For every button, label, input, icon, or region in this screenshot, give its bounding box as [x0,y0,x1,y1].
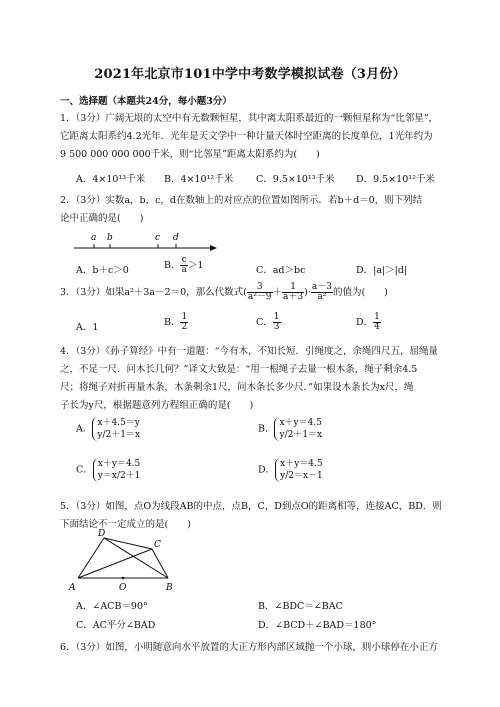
q3-fraction-1 [247,283,273,302]
fraction-denominator: a [181,265,187,275]
q1-line-2: 它距离太阳系约4.2光年．光年是天文学中一种计量天体时空距离的长度单位，1光年约为 [60,131,433,142]
q5-option-d: D．∠BCD＋∠BAD＝180° [258,620,377,631]
q4-option-b-label: B． [258,423,275,435]
equation-system [274,417,322,441]
q4-line-2: 之，不足一尺．问木长几何？”译文大致是：“用一根绳子去量一根木条，绳子剩余4.5 [60,364,418,375]
fraction-numerator: 1 [181,312,188,322]
point-a-label: a [91,233,97,243]
q3-fraction-2 [282,283,304,302]
q3-fraction-3 [311,283,333,302]
q1-option-b: B．4×10¹²千米 [164,174,234,185]
fraction-denominator: 4 [374,322,380,332]
q1-line-1: 1．（3分）广阔无垠的太空中有无数颗恒星，其中离太阳系最近的一颗恒星称为“比邻星”， [60,113,439,124]
q4-option-c [76,458,140,482]
point-c-label: c [155,233,161,243]
point-B-label: B [166,583,173,593]
q4-option-c-label: C． [76,464,93,476]
q2-option-b [164,256,203,275]
equation-system [93,458,141,482]
q4-line-3: 尺；将绳子对折再量木条，木条剩余1尺，问木条长多少尺．”如果设木条长为x尺，绳 [60,382,414,393]
q1-option-a: A．4×10¹³千米 [76,174,146,185]
q3-option-d-fraction [373,313,381,332]
equation-1: x＋4.5＝y [97,418,140,428]
fraction-denominator: a²－9 [247,292,272,302]
q5-option-b: B．∠BDC＝∠BAC [258,601,343,612]
q2-option-d: D．|a|＞|d| [356,265,408,276]
fraction-numerator: a－3 [311,282,332,292]
q6-line-1: 6．（3分）如图，小明随意向水平放置的大正方形内部区域抛一个小球，则小球停在小正方 [60,642,438,653]
page-title: 2021年北京市101中学中考数学模拟试卷（3月份） [94,67,406,82]
equation-1: x＋y＝4.5 [97,459,141,469]
q3-mid: )· [304,287,311,298]
q1-option-c: C．9.5×10¹³千米 [256,174,335,185]
q3-suffix: 的值为( ) [332,287,388,298]
q3-plus: ＋ [272,287,283,298]
equation-1: x＋y＝4.5 [280,459,323,469]
q2-option-c: C．ad＞bc [256,265,306,276]
point-O-label: O [119,583,127,593]
fraction-numerator: 3 [247,283,273,293]
point-A-label: A [69,583,76,593]
q3-option-a: A．1 [76,322,99,333]
equation-system [92,417,140,441]
q3-option-c-prefix: C． [256,317,273,328]
q2-option-b-fraction [180,256,187,275]
number-line-figure [72,228,222,256]
fraction-numerator: 1 [374,312,380,322]
section-heading: 一、选择题（本题共24分，每小题3分） [60,96,232,107]
q3-prefix: 3．（3分）如果a²＋3a－2＝0，那么代数式( [60,287,247,298]
q5-option-c: C．AC平分∠BAD [76,620,156,631]
fraction-numerator: 1 [282,283,304,293]
q2-line-2: 论中正确的是( ) [60,213,144,224]
fraction-numerator: 1 [273,312,280,322]
equation-1: x＋y＝4.5 [279,418,322,428]
q2-line-1: 2．（3分）实数a，b，c，d在数轴上的对应点的位置如图所示．若b＋d＝0，则下列结 [60,195,423,206]
q3-option-b-prefix: B． [164,317,181,328]
q3-option-d [356,313,381,332]
q4-option-b [258,417,322,441]
q2-option-b-prefix: B． [164,260,181,271]
point-C-label: C [154,540,161,550]
q2-option-b-suffix: ＞1 [187,260,204,271]
fraction-denominator: a² [317,292,327,302]
q3-option-b [164,313,188,332]
equation-system [275,458,323,482]
q2-option-a: A．b＋c＞0 [76,265,129,276]
q5-line-1: 5．（3分）如图，点O为线段AB的中点，点B，C，D到点O的距离相等，连接AC，BD．则 [60,501,442,512]
fraction-denominator: 3 [273,322,280,332]
q4-line-1: 4．（3分）《孙子算经》中有一道题：“今有木，不知长短．引绳度之，余绳四尺五，屈绳量 [60,346,438,357]
point-b-label: b [107,233,113,243]
q3-option-c [256,313,281,332]
geometry-figure [60,526,200,596]
q1-option-d: D．9.5×10¹²千米 [356,174,435,185]
q4-option-d-label: D． [258,464,276,476]
q3-option-b-fraction [180,313,188,332]
q4-option-a [76,417,140,441]
equation-2: y/2＝x－1 [280,471,323,482]
equation-2: y/2＋1＝x [279,430,323,441]
q3-option-d-prefix: D． [356,317,374,328]
q4-line-4: 子长为y尺，根据题意列方程组正确的是( ) [60,400,254,411]
q1-line-3: 9 500 000 000 000千米，则“比邻星”距离太阳系约为( ) [60,149,320,160]
q5-option-a: A．∠ACB＝90° [76,601,148,612]
q4-option-a-label: A． [76,423,93,435]
point-D-label: D [98,529,106,539]
q5-line-2: 下面结论不一定成立的是( ) [60,519,191,530]
fraction-numerator: c [181,255,187,265]
q4-option-d [258,458,323,482]
q3-option-c-fraction [273,313,281,332]
q3-stem [60,283,388,302]
equation-2: y＝x/2＋1 [97,471,141,482]
fraction-denominator: 2 [181,322,188,332]
point-d-label: d [173,233,179,243]
equation-2: y/2＋1＝x [97,430,141,441]
fraction-denominator: a＋3 [283,292,304,302]
